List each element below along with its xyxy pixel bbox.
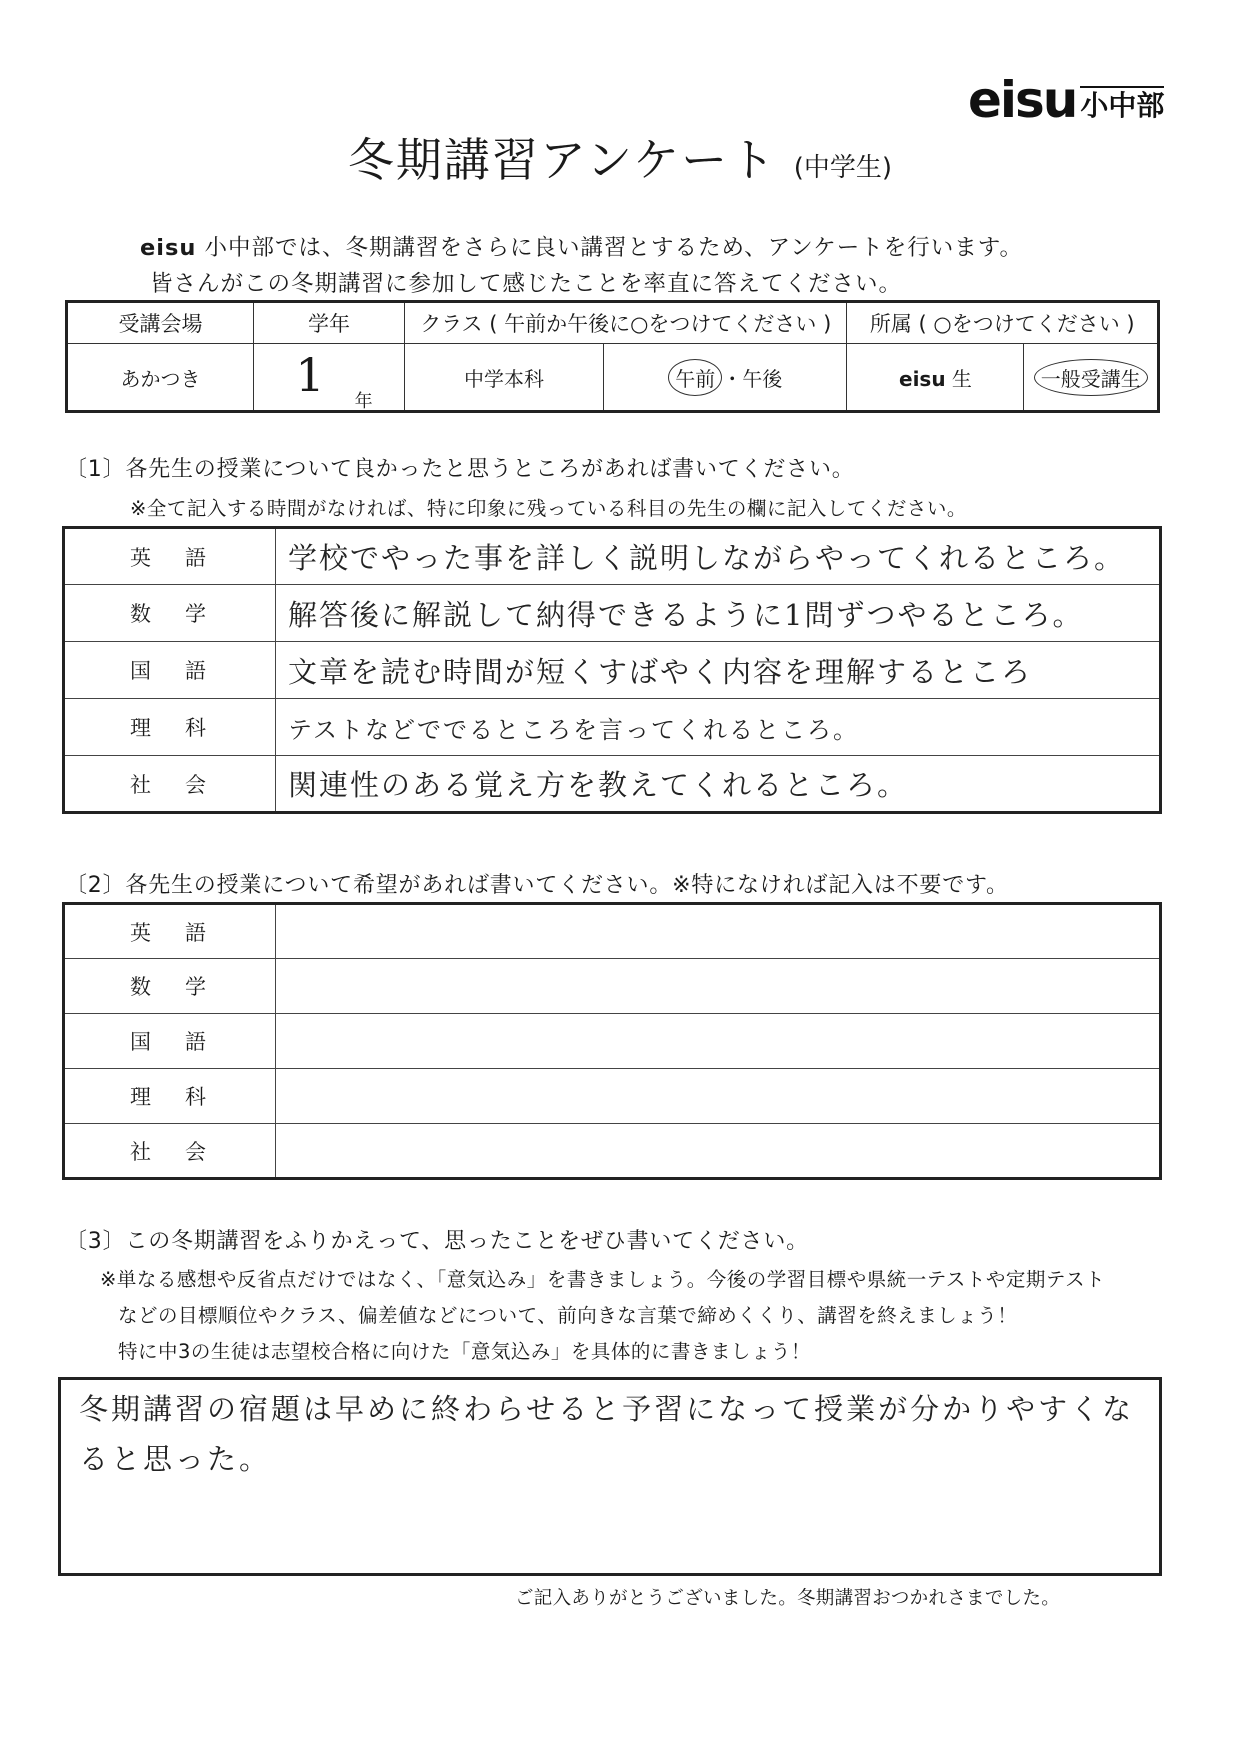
subject-label: 国語 <box>64 642 276 699</box>
logo-sub: 小中部 <box>1080 86 1164 124</box>
title-sub: (中学生) <box>793 153 893 183</box>
subject-label: 理科 <box>64 699 276 756</box>
subject-label: 国語 <box>64 1014 276 1069</box>
general-student-option-circled[interactable]: 一般受講生 <box>1034 359 1148 396</box>
answer-field[interactable] <box>276 904 1161 959</box>
table-row <box>64 1014 1161 1069</box>
am-pm-choice[interactable] <box>604 344 847 412</box>
answer-field[interactable] <box>276 959 1161 1014</box>
subject-label: 社会 <box>64 1124 276 1179</box>
answer-field[interactable] <box>276 1069 1161 1124</box>
am-option-circled[interactable]: 午前 <box>668 359 722 396</box>
reflection-answer: 冬期講習の宿題は早めに終わらせると予習になって授業が分かりやすくなると思った。 <box>79 1392 1135 1476</box>
answer-field[interactable]: 文章を読む時間が短くすばやく内容を理解するところ <box>276 642 1161 699</box>
answer-field[interactable]: 関連性のある覚え方を教えてくれるところ。 <box>276 756 1161 813</box>
intro-brand: eisu <box>140 235 197 261</box>
venue-header: 受講会場 <box>67 302 254 344</box>
general-student-choice[interactable] <box>1024 344 1159 412</box>
pm-option[interactable]: 午後 <box>742 366 783 391</box>
grade-unit: 年 <box>354 391 373 412</box>
subject-label: 社会 <box>64 756 276 813</box>
subject-label: 数学 <box>64 959 276 1014</box>
am-pm-separator: ・ <box>722 366 743 391</box>
class-header: クラス ( 午前か午後に○をつけてください ) <box>405 302 847 344</box>
title-main: 冬期講習アンケート <box>347 133 778 187</box>
intro-line-1 <box>140 230 1140 262</box>
eisu-logo <box>968 71 1165 129</box>
eisu-student-option[interactable] <box>847 344 1024 412</box>
section1-title: 〔1〕各先生の授業について良かったと思うところがあれば書いてください。 <box>65 457 855 482</box>
table-row <box>64 585 1161 642</box>
table-row <box>64 642 1161 699</box>
intro-line-2: 皆さんがこの冬期講習に参加して感じたことを率直に答えてください。 <box>150 271 903 297</box>
section1-table <box>62 526 1162 814</box>
table-row <box>64 528 1161 585</box>
answer-field[interactable]: 解答後に解説して納得できるように1問ずつやるところ。 <box>276 585 1161 642</box>
section1-note: ※全て記入する時間がなければ、特に印象に残っている科目の先生の欄に記入してください。 <box>130 497 967 520</box>
subject-label: 英語 <box>64 904 276 959</box>
venue-value: あかつき <box>67 344 254 412</box>
reflection-textarea[interactable] <box>58 1377 1162 1576</box>
table-row <box>64 904 1161 959</box>
class-name: 中学本科 <box>405 344 604 412</box>
logo-mark: eisu <box>968 71 1077 129</box>
table-row <box>64 756 1161 813</box>
answer-field[interactable]: テストなどででるところを言ってくれるところ。 <box>276 699 1161 756</box>
section3-note-3: 特に中3の生徒は志望校合格に向けた「意気込み」を具体的に書きましょう！ <box>118 1340 811 1363</box>
grade-handwritten: 1 <box>295 348 325 402</box>
section2-title: 〔2〕各先生の授業について希望があれば書いてください。※特になければ記入は不要です。 <box>65 873 1009 898</box>
answer-field[interactable] <box>276 1124 1161 1179</box>
grade-cell[interactable] <box>254 344 405 412</box>
grade-header: 学年 <box>254 302 405 344</box>
table-row <box>64 1124 1161 1179</box>
subject-label: 数学 <box>64 585 276 642</box>
section2-table <box>62 902 1162 1180</box>
page-title <box>0 124 1240 190</box>
subject-label: 英語 <box>64 528 276 585</box>
table-row <box>64 1069 1161 1124</box>
section3-title: 〔3〕この冬期講習をふりかえって、思ったことをぜひ書いてください。 <box>65 1229 809 1254</box>
intro-line-1-text: 小中部では、冬期講習をさらに良い講習とするため、アンケートを行います。 <box>196 235 1023 261</box>
affiliation-header: 所属 ( ○をつけてください ) <box>847 302 1159 344</box>
table-row <box>64 699 1161 756</box>
section3-note-2: などの目標順位やクラス、偏差値などについて、前向きな言葉で締めくくり、講習を終えましょう！ <box>118 1304 1018 1327</box>
answer-field[interactable] <box>276 1014 1161 1069</box>
answer-field[interactable]: 学校でやった事を詳しく説明しながらやってくれるところ。 <box>276 528 1161 585</box>
eisu-student-brand: eisu <box>899 366 946 391</box>
closing-thanks: ご記入ありがとうございました。冬期講習おつかれさまでした。 <box>515 1588 1061 1609</box>
info-table <box>65 300 1160 413</box>
subject-label: 理科 <box>64 1069 276 1124</box>
eisu-student-suffix: 生 <box>945 366 972 391</box>
table-row <box>64 959 1161 1014</box>
section3-note-1: ※単なる感想や反省点だけではなく、「意気込み」を書きましょう。今後の学習目標や県統一テストや定期テスト <box>100 1268 1106 1291</box>
